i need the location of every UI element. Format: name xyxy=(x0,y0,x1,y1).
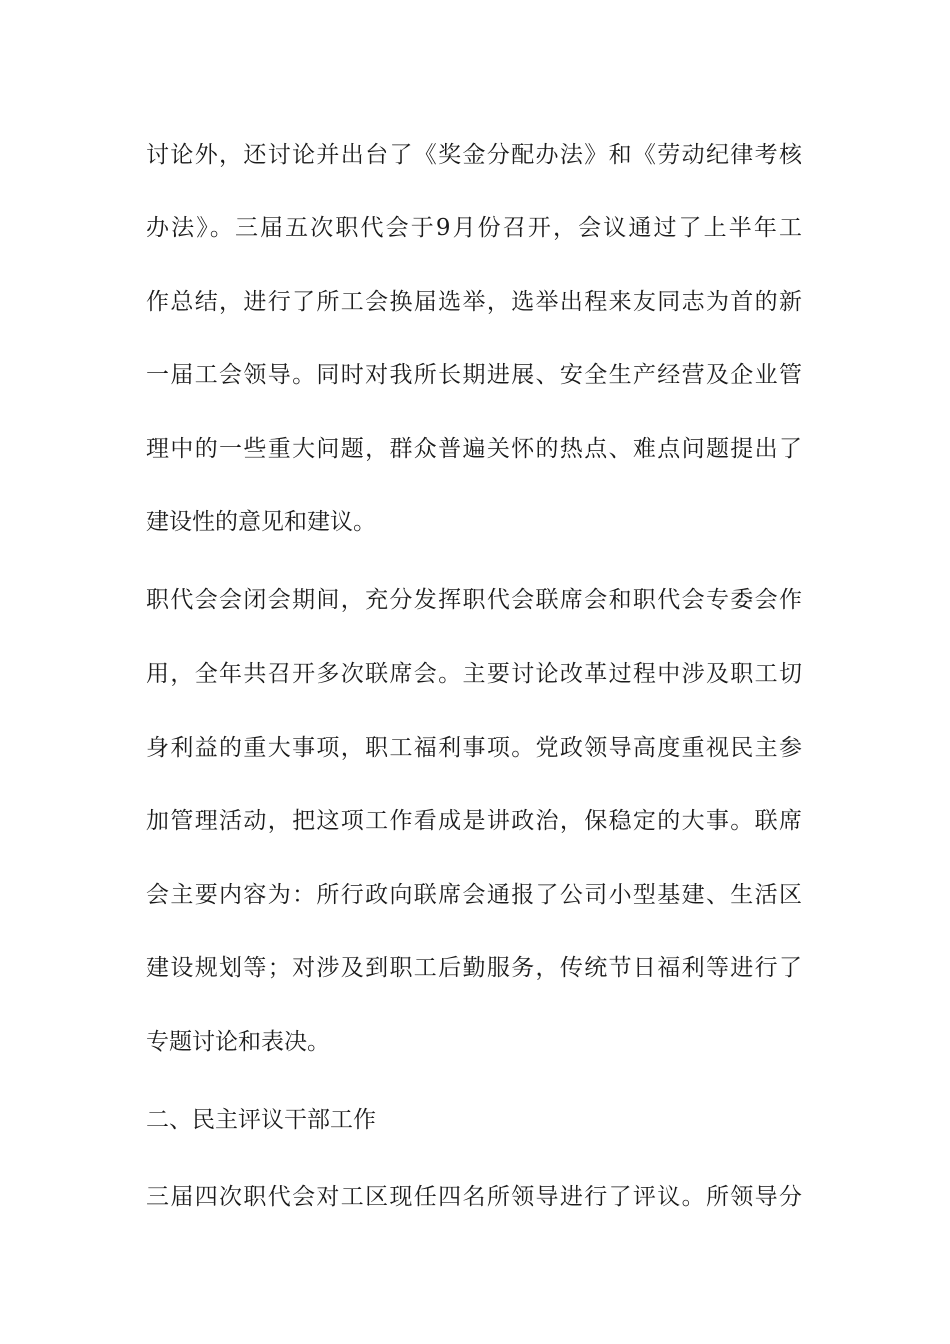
text-line: 专题讨论和表决。 xyxy=(146,1029,330,1055)
text-line: 身利益的重大事项，职工福利事项。党政领导高度重视民主参 xyxy=(146,735,802,761)
section-heading: 二、民主评议干部工作 xyxy=(146,1107,376,1133)
text-line: 建设规划等；对涉及到职工后勤服务，传统节日福利等进行了 xyxy=(146,955,802,981)
text-line: 建设性的意见和建议。 xyxy=(146,509,376,535)
text-line: 三届四次职代会对工区现任四名所领导进行了评议。所领导分 xyxy=(146,1184,802,1210)
text-line: 加管理活动，把这项工作看成是讲政治，保稳定的大事。联席 xyxy=(146,808,802,834)
text-line: 理中的一些重大问题，群众普遍关怀的热点、难点问题提出了 xyxy=(146,436,802,462)
text-line: 职代会会闭会期间，充分发挥职代会联席会和职代会专委会作 xyxy=(146,587,802,613)
text-line: 用，全年共召开多次联席会。主要讨论改革过程中涉及职工切 xyxy=(146,661,802,687)
text-line: 作总结，进行了所工会换届选举，选举出程来友同志为首的新 xyxy=(146,289,802,315)
text-line: 讨论外，还讨论并出台了《奖金分配办法》和《劳动纪律考核 xyxy=(146,142,802,168)
text-line: 一届工会领导。同时对我所长期进展、安全生产经营及企业管 xyxy=(146,362,802,388)
text-line: 会主要内容为：所行政向联席会通报了公司小型基建、生活区 xyxy=(146,882,802,908)
text-line: 办法》。三届五次职代会于9月份召开，会议通过了上半年工 xyxy=(146,215,802,241)
